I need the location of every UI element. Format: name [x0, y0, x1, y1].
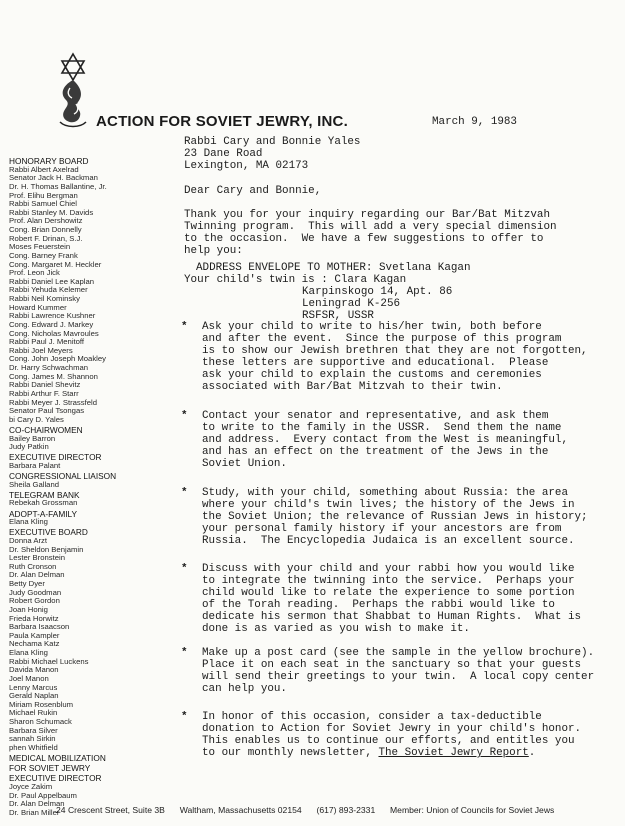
bullet-asterisk: * [181, 647, 188, 659]
roster-heading: TELEGRAM BANK [9, 490, 80, 500]
organization-logo [48, 52, 98, 130]
roster-name: Betty Dyer [9, 580, 45, 588]
roster-name: Lenny Marcus [9, 683, 58, 692]
suggestion-line: done is as varied as you wish to make it. [202, 623, 470, 636]
recipient-address [184, 136, 360, 172]
roster-name: Rabbi Yehuda Kelemer [9, 286, 88, 295]
roster-name: Sheila Galland [9, 480, 60, 489]
roster-name: Rebekah Grossman [9, 499, 78, 508]
suggestion-line: Make up a post card (see the sample in the yellow brochure). [202, 647, 595, 659]
suggestion-line: will send their greetings to your twin. A local copy center [202, 671, 595, 684]
roster-name: Dr. Harry Schwachman [9, 364, 89, 372]
suggestion-contact-senator [181, 410, 568, 471]
intro-paragraph [184, 209, 557, 257]
roster-name: Lester Bronstein [9, 554, 65, 563]
roster-name: Elana Kling [9, 649, 48, 657]
roster-name: Robert F. Drinan, S.J. [9, 234, 83, 243]
roster-name: Michael Rukin [9, 709, 58, 718]
suggestion-line: Discuss with your child and your rabbi how you would like [202, 563, 575, 575]
suggestion-study-russia [181, 487, 588, 548]
bullet-asterisk: * [181, 321, 188, 333]
roster-name: phen Whitfield [9, 743, 58, 752]
newsletter-suffix: . [528, 747, 536, 760]
roster-name: Prof. Alan Dershowitz [9, 217, 83, 226]
suggestion-write-twin [181, 321, 588, 394]
suggestion-line: Russia. The Encyclopedia Judaica is an excellent source. [202, 535, 575, 548]
roster-name: Cong. Barney Frank [9, 251, 78, 260]
suggestion-line: Soviet Union. [202, 458, 287, 471]
roster-name: Paula Kampler [9, 631, 60, 640]
suggestion-line: these letters are supportive and educational. Please [202, 357, 549, 370]
roster-heading: HONORARY BOARD [9, 157, 89, 166]
roster-name: Robert Gordon [9, 597, 60, 606]
letterhead-footer [56, 805, 554, 815]
suggestion-line: child would like to relate the experience to some portion [202, 587, 575, 600]
suggestion-line: can help you. [202, 683, 287, 696]
footer-street: 24 Crescent Street, Suite 3B [56, 805, 165, 815]
suggestion-line: In honor of this occasion, consider a tax-deductible [202, 711, 542, 723]
bullet-asterisk: * [181, 711, 188, 723]
address-line: Lexington, MA 02173 [184, 160, 309, 173]
twin-address-line: Leningrad K-256 [302, 298, 401, 311]
suggestion-line: Contact your senator and representative, and ask them [202, 410, 549, 422]
board-roster [9, 157, 184, 817]
suggestion-line: This enables us to continue our efforts, and entitles you [202, 735, 575, 748]
envelope-instruction: ADDRESS ENVELOPE TO MOTHER: Svetlana Kagan [196, 262, 471, 274]
suggestion-donation [181, 711, 582, 760]
roster-name: Rabbi Albert Axelrad [9, 165, 79, 174]
suggestion-line: where your child's twin lives; the history of the Jews in [202, 499, 575, 512]
roster-name: bi Cary D. Yales [9, 415, 64, 424]
roster-name: Rabbi Joel Meyers [9, 346, 73, 355]
footer-city: Waltham, Massachusetts 02154 [179, 805, 302, 815]
roster-name: Dr. Paul Appelbaum [9, 791, 77, 800]
roster-name: Judy Goodman [9, 588, 62, 597]
roster-name: Joan Honig [9, 605, 48, 614]
roster-name: Bailey Barron [9, 434, 56, 443]
newsletter-prefix: to our monthly newsletter, [202, 747, 379, 760]
roster-name: Barbara Isaacson [9, 623, 70, 632]
suggestion-line: ask your child to explain the customs and ceremonies [202, 369, 542, 382]
roster-name: sannah Sirkin [9, 735, 56, 744]
roster-name: Cong. Edward J. Markey [9, 320, 94, 329]
suggestion-line: associated with Bar/Bat Mitzvah to their twin. [202, 381, 503, 394]
roster-name: Dr. Sheldon Benjamin [9, 545, 84, 554]
intro-line: to the occasion. We have a few suggestions to offer to [184, 233, 544, 246]
roster-name: Nechama Katz [9, 640, 60, 649]
roster-name: Dr. Alan Delman [9, 800, 65, 809]
roster-name: Davida Manon [9, 666, 59, 675]
suggestion-line: the Soviet Union; the relevance of Russian Jews in history; [202, 511, 588, 524]
roster-name: Gerald Naplan [9, 692, 59, 701]
suggestion-post-card [181, 647, 595, 696]
roster-name: Barbara Palant [9, 461, 61, 470]
roster-name: Rabbi Arthur F. Starr [9, 389, 79, 398]
roster-name: Rabbi Meyer J. Strassfeld [9, 398, 98, 407]
roster-name: Rabbi Paul J. Menitoff [9, 338, 85, 347]
address-line: 23 Dane Road [184, 148, 263, 161]
bullet-asterisk: * [181, 563, 188, 575]
roster-heading: EXECUTIVE DIRECTOR [9, 453, 102, 462]
suggestion-line [202, 747, 581, 759]
letter-date: March 9, 1983 [432, 116, 517, 128]
suggestion-line: to write to the family in the USSR. Send them the name [202, 422, 562, 435]
roster-heading: FOR SOVIET JEWRY [9, 764, 91, 773]
organization-name: ACTION FOR SOVIET JEWRY, INC. [96, 113, 348, 130]
suggestion-line: and has an effect on the treatment of the Jews in the [202, 446, 549, 459]
roster-name: Joyce Zakim [9, 782, 53, 791]
roster-name: Howard Kummer [9, 303, 67, 312]
roster-heading: CO-CHAIRWOMEN [9, 425, 83, 435]
roster-name: Rabbi Stanley M. Davids [9, 208, 94, 217]
bullet-asterisk: * [181, 487, 188, 499]
suggestion-line: and after the event. Since the purpose of this program [202, 333, 562, 346]
roster-heading: MEDICAL MOBILIZATION [9, 754, 106, 763]
roster-heading: CONGRESSIONAL LIAISON [9, 472, 117, 481]
roster-name: Senator Paul Tsongas [9, 407, 85, 416]
roster-name: Cong. James M. Shannon [9, 372, 98, 381]
salutation: Dear Cary and Bonnie, [184, 185, 322, 197]
twin-label: Your child's twin is : Clara Kagan [184, 274, 407, 287]
suggestion-discuss-rabbi [181, 563, 582, 636]
footer-member: Member: Union of Councils for Soviet Jews [390, 805, 555, 815]
roster-name: Ruth Cronson [9, 562, 57, 571]
roster-name: Dr. Alan Delman [9, 571, 65, 580]
twin-address-line: Karpinskogo 14, Apt. 86 [302, 286, 453, 299]
roster-name: Prof. Leon Jick [9, 269, 60, 278]
suggestion-line: your personal family history if your ancestors are from [202, 523, 562, 536]
roster-name: Joel Manon [9, 674, 49, 683]
roster-name: Rabbi Neil Kominsky [9, 295, 80, 303]
address-line: Rabbi Cary and Bonnie Yales [184, 136, 361, 148]
twin-info [184, 262, 471, 322]
roster-name: Moses Feuerstein [9, 243, 71, 252]
suggestion-line: Ask your child to write to his/her twin, both before [202, 321, 542, 333]
roster-name: Prof. Elihu Bergman [9, 191, 78, 200]
suggestion-line: and address. Every contact from the West is meaningful, [202, 434, 568, 447]
suggestion-line: dedicate his sermon that Shabbat to Human Rights. What is [202, 611, 582, 624]
suggestion-line: to integrate the twinning into the service. Perhaps your [202, 575, 575, 588]
roster-name: Rabbi Michael Luckens [9, 657, 89, 666]
roster-heading: EXECUTIVE BOARD [9, 528, 88, 537]
bullet-asterisk: * [181, 410, 188, 422]
roster-name: Rabbi Daniel Lee Kaplan [9, 277, 95, 286]
footer-phone: (617) 893-2331 [316, 805, 376, 815]
roster-name: Donna Arzt [9, 536, 48, 545]
intro-line: Twinning program. This will add a very special dimension [184, 221, 557, 234]
suggestion-line: donation to Action for Soviet Jewry in your child's honor. [202, 723, 582, 736]
roster-name: Judy Patkin [9, 443, 49, 452]
intro-line: help you: [184, 245, 243, 258]
roster-name: Frieda Horwitz [9, 614, 59, 623]
roster-name: Dr. Brian Miller [9, 808, 60, 817]
newsletter-title: The Soviet Jewry Report [378, 747, 529, 760]
suggestion-line: is to show our Jewish brethren that they are not forgotten, [202, 345, 588, 358]
roster-name: Cong. John Joseph Moakley [9, 355, 107, 364]
suggestion-line: of the Torah reading. Perhaps the rabbi would like to [202, 599, 555, 612]
suggestion-line: Place it on each seat in the sanctuary so that your guests [202, 659, 582, 672]
roster-name: Cong. Margaret M. Heckler [9, 260, 102, 269]
roster-name: Elana Kling [9, 518, 48, 527]
roster-name: Rabbi Lawrence Kushner [9, 312, 96, 321]
roster-heading: EXECUTIVE DIRECTOR [9, 774, 102, 783]
roster-name: Sharon Schumack [9, 718, 72, 726]
roster-name: Senator Jack H. Backman [9, 174, 98, 183]
intro-line: Thank you for your inquiry regarding our Bar/Bat Mitzvah [184, 209, 550, 221]
roster-name: Miriam Rosenblum [9, 700, 74, 709]
roster-name: Cong. Brian Donnelly [9, 226, 82, 234]
suggestion-line: Study, with your child, something about Russia: the area [202, 487, 568, 499]
twin-address-line: RSFSR, USSR [302, 310, 374, 323]
roster-heading: ADOPT-A-FAMILY [9, 509, 78, 519]
roster-name: Rabbi Samuel Chiel [9, 200, 77, 209]
roster-name: Rabbi Daniel Shevitz [9, 381, 81, 390]
roster-name: Cong. Nicholas Mavroules [9, 329, 99, 338]
roster-name: Dr. H. Thomas Ballantine, Jr. [9, 182, 107, 191]
roster-name: Barbara Silver [9, 726, 58, 735]
